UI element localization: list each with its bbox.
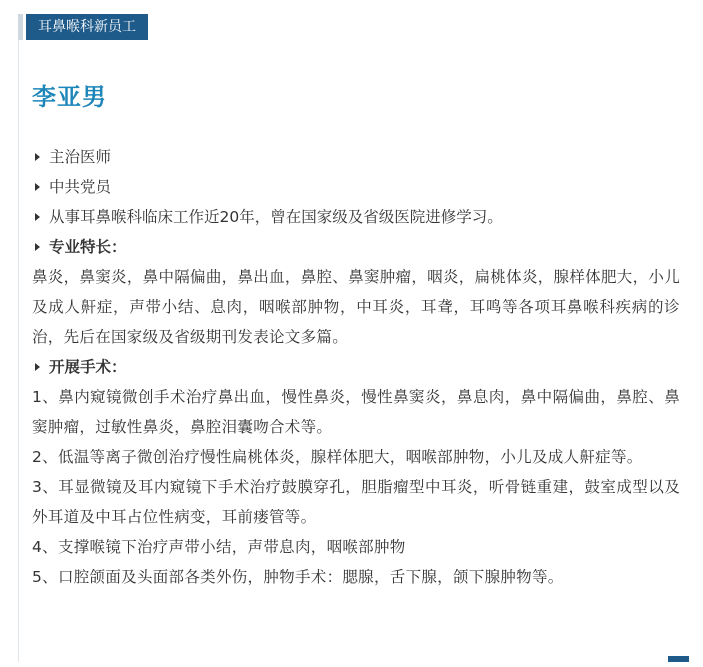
specialty-text: 鼻炎，鼻窦炎，鼻中隔偏曲，鼻出血，鼻腔、鼻窦肿瘤，咽炎，扁桃体炎，腺样体肥大，小儿及成人鼾症，声带小结、息肉，咽喉部肿物，中耳炎，耳聋，耳鸣等各项耳鼻喉科疾病的诊治，先后在国家级及省级期刊发表论文多篇。	[32, 268, 680, 346]
bullet-text: 从事耳鼻喉科临床工作近20年，曾在国家级及省级医院进修学习。	[49, 208, 503, 226]
surgery-item-4: 4、支撑喉镜下治疗声带小结，声带息肉，咽喉部肿物	[32, 538, 406, 556]
profile-content	[32, 142, 680, 592]
bullet-title	[32, 142, 680, 172]
triangle-bullet-icon	[35, 153, 40, 161]
specialty-title: 专业特长：	[49, 238, 127, 256]
triangle-bullet-icon	[35, 183, 40, 191]
surgery-item-2: 2、低温等离子微创治疗慢性扁桃体炎，腺样体肥大，咽喉部肿物，小儿及成人鼾症等。	[32, 448, 643, 466]
header-stripe	[18, 14, 23, 40]
frame-bottom-tab	[668, 656, 689, 662]
triangle-bullet-icon	[35, 243, 40, 251]
bullet-text: 主治医师	[49, 148, 112, 166]
surgery-item-3: 3、耳显微镜及耳内窥镜下手术治疗鼓膜穿孔，胆脂瘤型中耳炎，听骨链重建，鼓室成型以及外耳道及中耳占位性病变，耳前瘘管等。	[32, 478, 680, 526]
surgery-title: 开展手术：	[49, 358, 127, 376]
bullet-experience	[32, 202, 680, 232]
doctor-name: 李亚男	[32, 83, 107, 111]
specialty-heading	[32, 232, 680, 262]
bullet-text: 中共党员	[49, 178, 112, 196]
triangle-bullet-icon	[35, 363, 40, 371]
section-header	[18, 14, 148, 40]
bullet-party	[32, 172, 680, 202]
surgery-heading	[32, 352, 680, 382]
surgery-item-5: 5、口腔颌面及头面部各类外伤，肿物手术：腮腺，舌下腺，颌下腺肿物等。	[32, 568, 564, 586]
surgery-item-1: 1、鼻内窥镜微创手术治疗鼻出血，慢性鼻炎，慢性鼻窦炎，鼻息肉，鼻中隔偏曲，鼻腔、鼻窦肿瘤，过敏性鼻炎，鼻腔泪囊吻合术等。	[32, 388, 680, 436]
triangle-bullet-icon	[35, 213, 40, 221]
section-header-tag: 耳鼻喉科新员工	[26, 14, 148, 40]
